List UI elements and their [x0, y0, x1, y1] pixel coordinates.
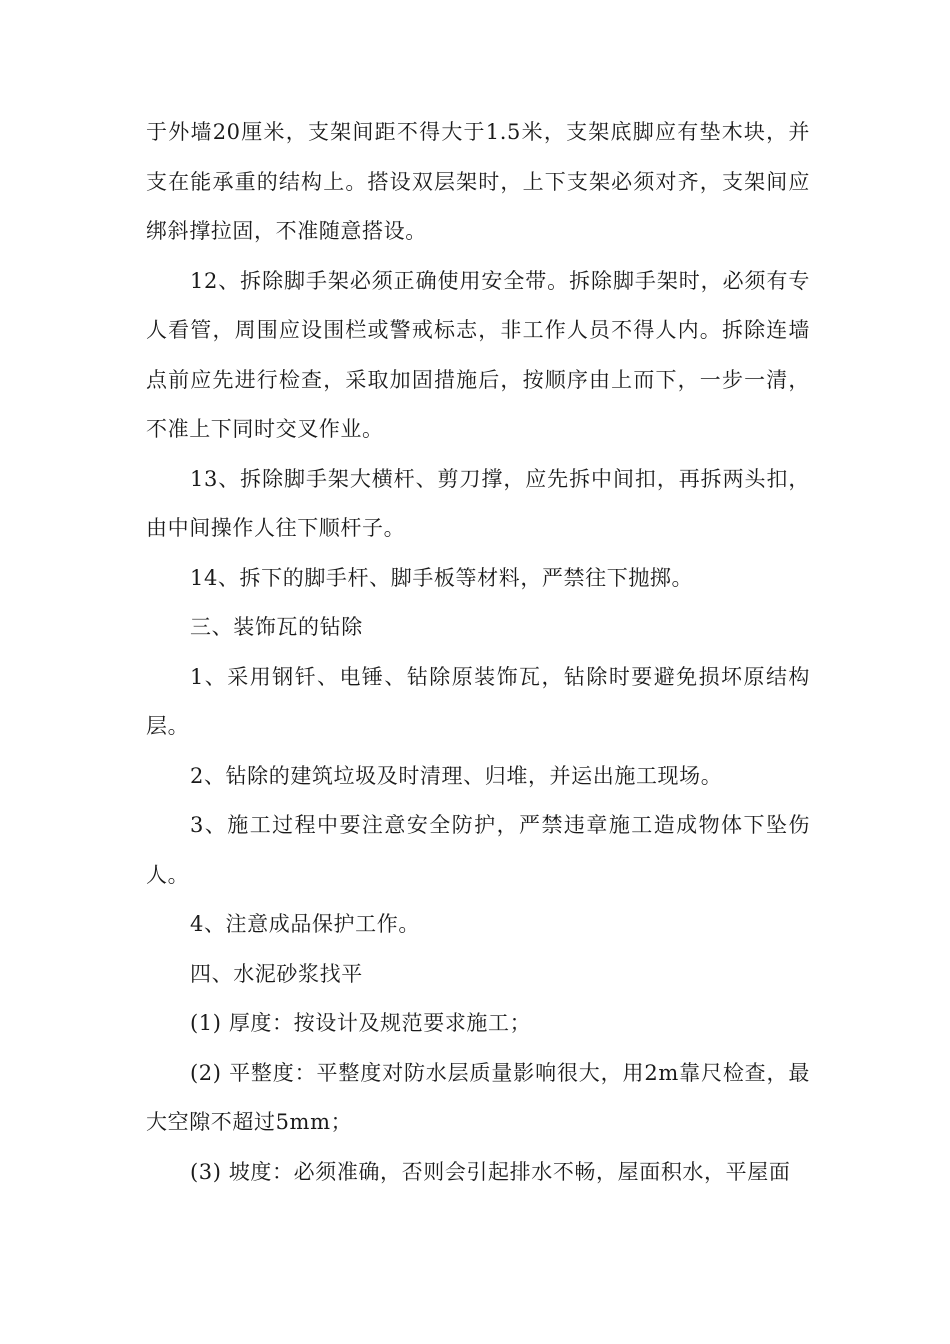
section-heading-4: 四、水泥砂浆找平: [190, 961, 363, 986]
paragraph-item-13: 13、拆除脚手架大横杆、剪刀撑，应先拆中间扣，再拆两头扣，由中间操作人往下顺杆子。: [146, 466, 810, 540]
paragraph-screed-flatness: (2) 平整度：平整度对防水层质量影响很大，用2m靠尺检查，最大空隙不超过5mm；: [146, 1060, 810, 1134]
document-body: [146, 108, 810, 1197]
paragraph-item-14: 14、拆下的脚手杆、脚手板等材料，严禁往下抛掷。: [190, 565, 694, 590]
paragraph-tile-item-4: 4、注意成品保护工作。: [190, 912, 420, 936]
paragraph-tile-item-3: 3、施工过程中要注意安全防护，严禁违章施工造成物体下坠伤人。: [146, 813, 810, 887]
paragraph-item-12: 12、拆除脚手架必须正确使用安全带。拆除脚手架时，必须有专人看管，周围应设围栏或警戒标志，非工作人员不得人内。拆除连墙点前应先进行检查，采取加固措施后，按顺序由上而下，一步一清，不准上下同时交叉作业。: [146, 268, 810, 441]
paragraph-tile-item-1: 1、采用钢钎、电锤、钻除原装饰瓦，钻除时要避免损坏原结构层。: [146, 664, 810, 738]
paragraph-screed-slope: (3) 坡度：必须准确，否则会引起排水不畅，屋面积水，平屋面: [190, 1159, 791, 1184]
section-heading-3: 三、装饰瓦的钻除: [190, 615, 363, 639]
paragraph-screed-thickness: (1) 厚度：按设计及规范要求施工；: [190, 1011, 532, 1035]
paragraph-tile-item-2: 2、钻除的建筑垃圾及时清理、归堆，并运出施工现场。: [190, 763, 723, 788]
paragraph-scaffold-support: 于外墙20厘米，支架间距不得大于1.5米，支架底脚应有垫木块，并支在能承重的结构上。搭设双层架时，上下支架必须对齐，支架间应绑斜撑拉固，不准随意搭设。: [146, 120, 810, 243]
